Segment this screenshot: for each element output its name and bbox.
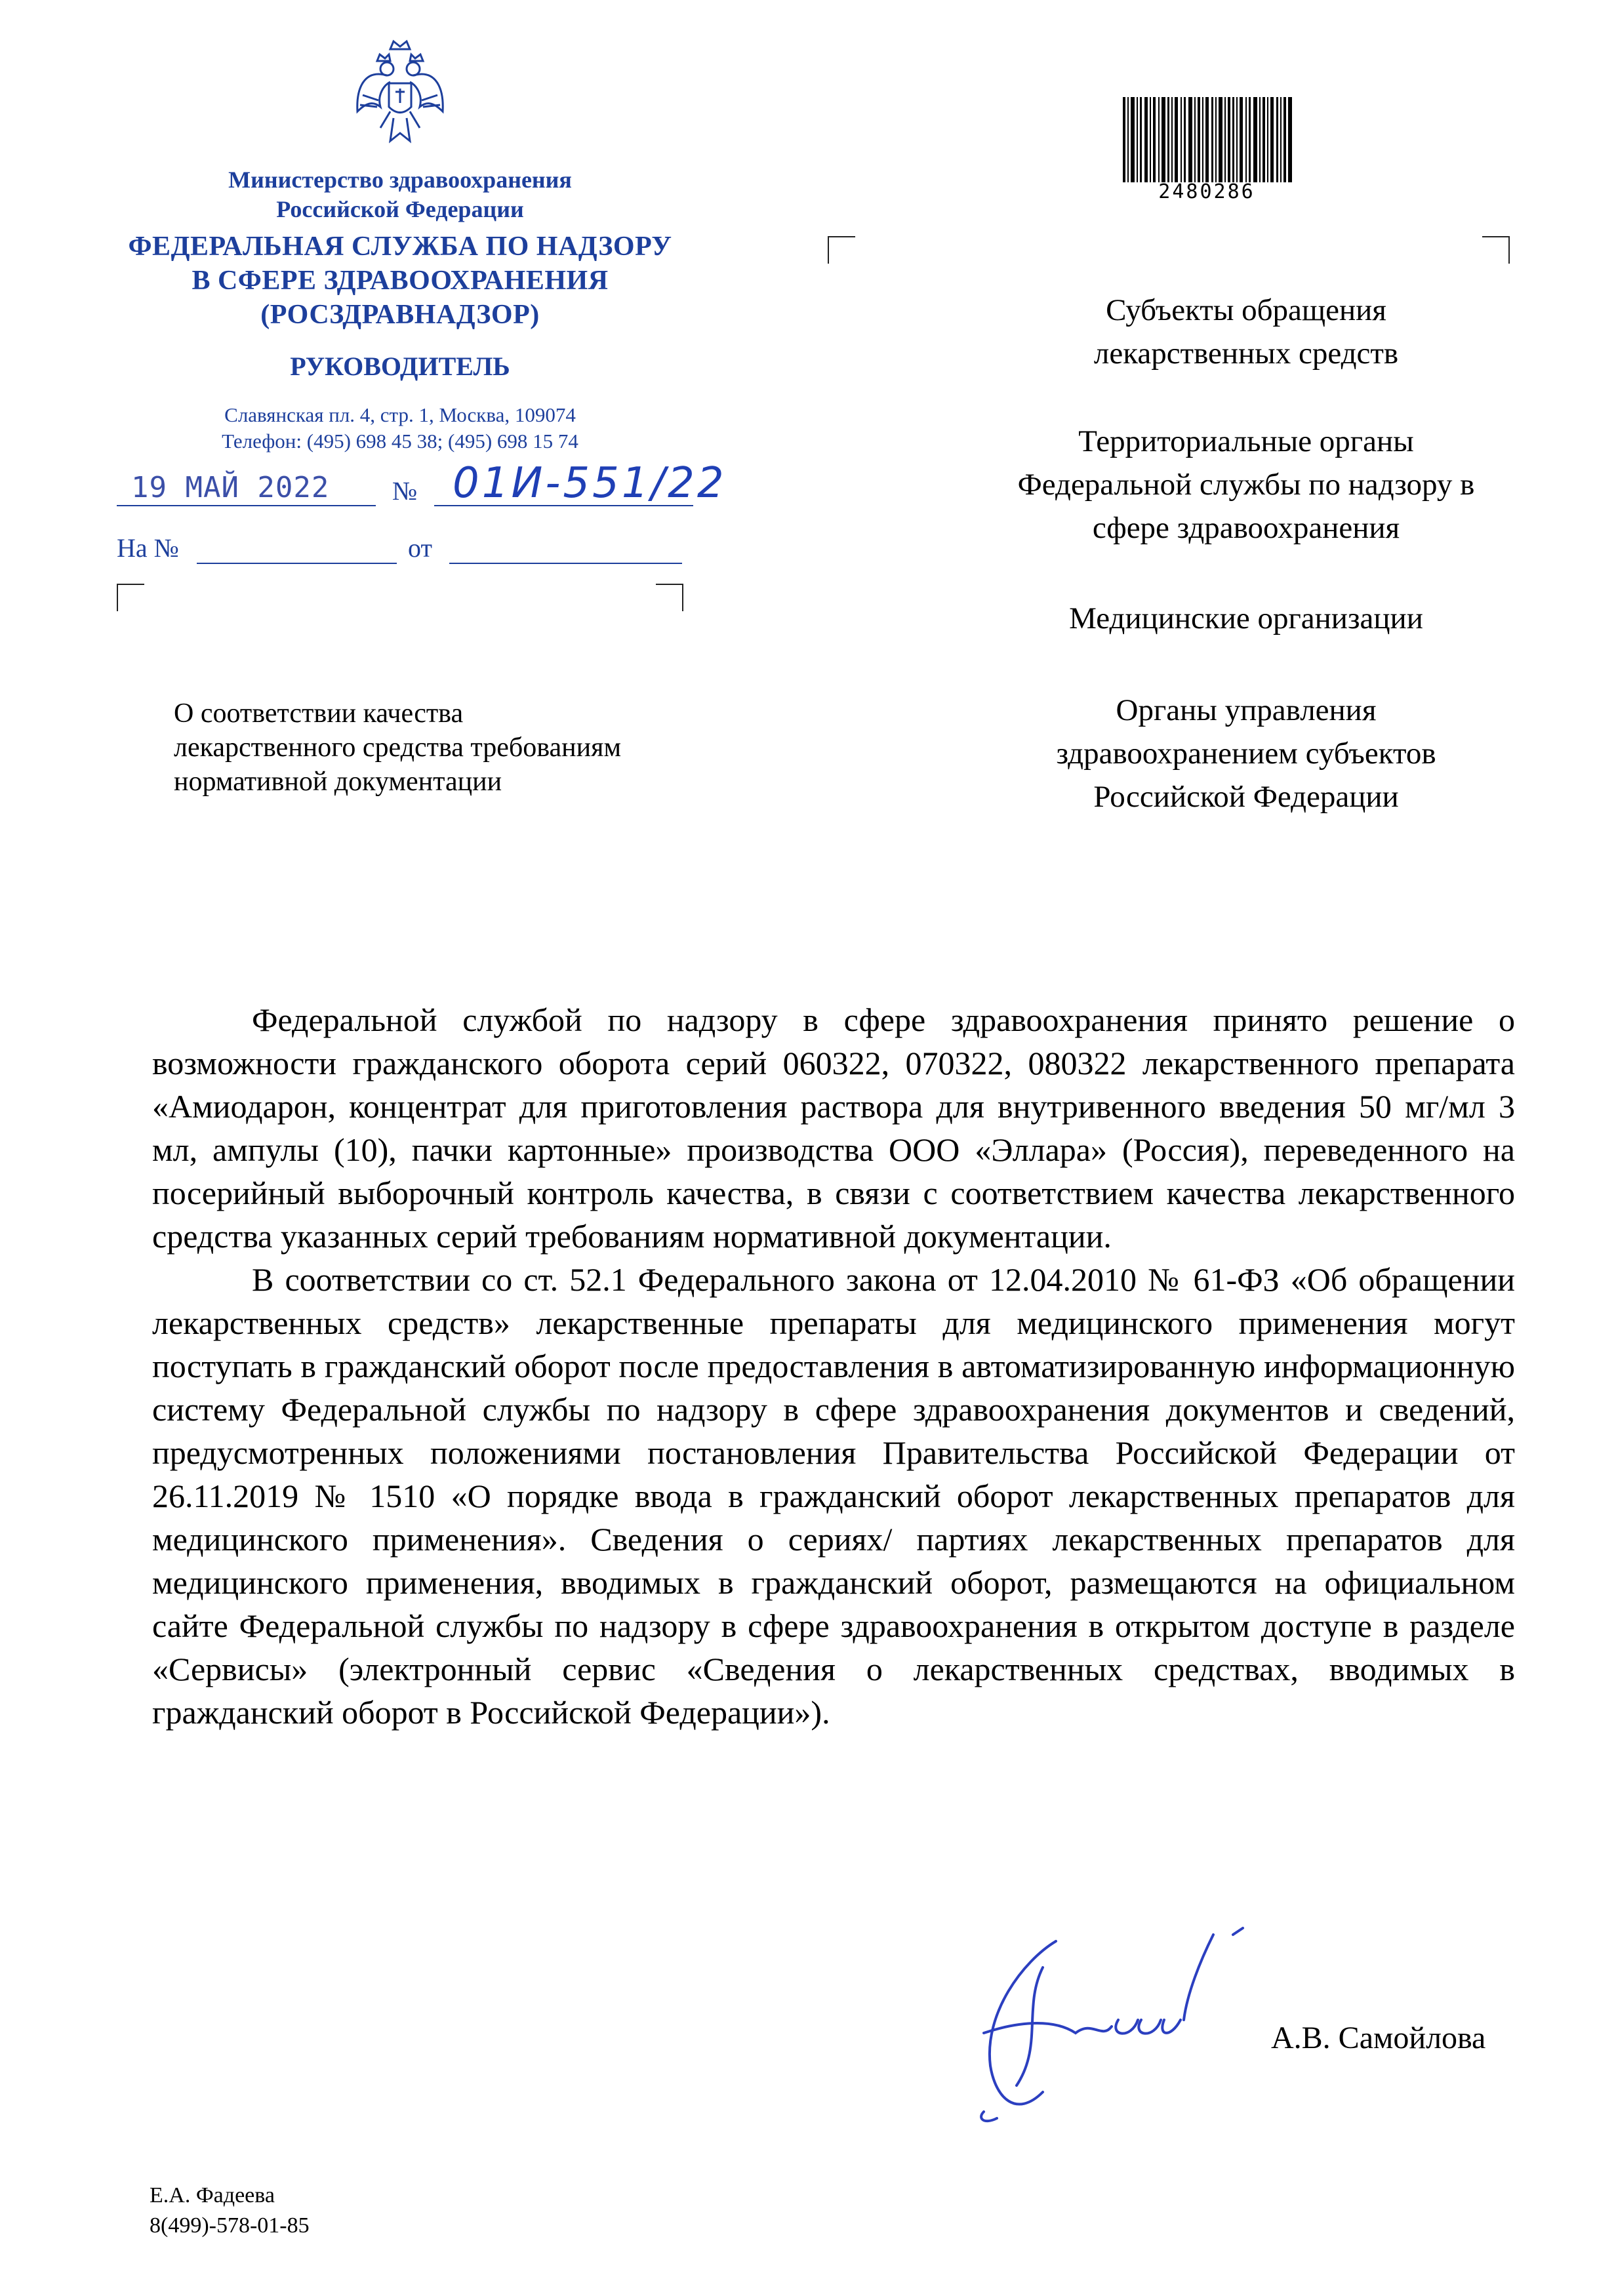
addressee-3 <box>918 597 1574 640</box>
reply-number-line <box>197 563 397 564</box>
addressee-2-line-2: Федеральной службы по надзору в <box>1017 468 1475 502</box>
document-barcode <box>1123 97 1292 182</box>
addressee-4 <box>918 689 1574 818</box>
signer-name: А.В. Самойлова <box>1271 2021 1486 2055</box>
number-label: № <box>392 476 418 506</box>
ministry-line-2: Российской Федерации <box>276 196 524 222</box>
reply-number-label: На № <box>117 533 179 563</box>
executor-phone: 8(499)-578-01-85 <box>150 2213 310 2238</box>
letter-body <box>152 998 1515 1734</box>
service-name <box>105 230 695 332</box>
addressee-2-line-1: Территориальные органы <box>1078 424 1414 458</box>
reply-date-line <box>449 563 682 564</box>
subject-block <box>174 696 764 799</box>
addressee-4-line-2: здравоохранением субъектов <box>1056 736 1436 771</box>
addressee-4-line-3: Российской Федерации <box>1093 780 1399 814</box>
service-line-3: (РОСЗДРАВНАДЗОР) <box>260 300 540 330</box>
service-line-1: ФЕДЕРАЛЬНАЯ СЛУЖБА ПО НАДЗОРУ <box>128 232 672 262</box>
position-title: РУКОВОДИТЕЛЬ <box>290 352 510 381</box>
left-corner-mark <box>117 584 144 611</box>
addressee-1-line-1: Субъекты обращения <box>1106 293 1386 327</box>
body-paragraph-1: Федеральной службой по надзору в сфере здравоохранения принято решение о возможности гражданского оборота серий 060322, 070322, 080322 лекарственного препарата «Амиодарон, концентрат для приготовления раствора для внутривенного введения 50 мг/мл 3 мл, ампулы (10), пачки картонные» производства ООО «Эллара» (Россия), переведенного на посерийный выборочный контроль качества, в связи с соответствием качества лекарственного средства указанных серий требованиям нормативной документации. <box>152 1001 1515 1255</box>
addressee-4-line-1: Органы управления <box>1116 693 1377 727</box>
addressee-3-line-1: Медицинские организации <box>1069 601 1423 635</box>
handwritten-signature <box>944 1922 1299 2131</box>
reply-from-label: от <box>408 533 432 563</box>
outgoing-number-handwritten: 01И-551/22 <box>453 459 727 508</box>
addressee-right-corner-mark <box>1482 236 1510 264</box>
ministry-name <box>118 165 682 224</box>
executor-name: Е.А. Фадеева <box>150 2183 275 2207</box>
addressee-2 <box>918 420 1574 550</box>
address: Славянская пл. 4, стр. 1, Москва, 109074 <box>224 403 576 426</box>
ministry-line-1: Министерство здравоохранения <box>228 167 572 193</box>
coat-of-arms-emblem <box>351 30 449 151</box>
service-line-2: В СФЕРЕ ЗДРАВООХРАНЕНИЯ <box>192 266 609 296</box>
subject-line-3: нормативной документации <box>174 767 502 797</box>
contact-block <box>118 402 682 454</box>
addressee-1-line-2: лекарственных средств <box>1093 336 1399 371</box>
right-corner-mark <box>656 584 683 611</box>
date-stamp: 19 МАЙ 2022 <box>131 471 330 504</box>
phone: Телефон: (495) 698 45 38; (495) 698 15 74 <box>222 430 578 453</box>
date-field-line <box>117 505 376 506</box>
barcode-number: 2480286 <box>1158 180 1255 203</box>
body-paragraph-2: В соответствии со ст. 52.1 Федерального закона от 12.04.2010 № 61-ФЗ «Об обращении лекарственных средств» лекарственные препараты для медицинского применения могут поступать в гражданский оборот после предоставления в автоматизированную информационную систему Федеральной службы по надзору в сфере здравоохранения документов и сведений, предусмотренных положениями постановления Правительства Российской Федерации от 26.11.2019 № 1510 «О порядке ввода в гражданский оборот лекарственных препаратов для медицинского применения». Сведения о сериях/ партиях лекарственных препаратов для медицинского применения, вводимых в гражданский оборот, размещаются на официальном сайте Федеральной службы по надзору в сфере здравоохранения в открытом доступе в разделе «Сервисы» (электронный сервис «Сведения о лекарственных средствах, вводимых в гражданский оборот в Российской Федерации»). <box>152 1261 1515 1731</box>
addressee-1 <box>918 289 1574 375</box>
executor-block <box>150 2181 310 2241</box>
subject-line-2: лекарственного средства требованиям <box>174 733 622 763</box>
subject-line-1: О соответствии качества <box>174 698 464 729</box>
addressee-2-line-3: сфере здравоохранения <box>1092 511 1400 545</box>
addressee-left-corner-mark <box>828 236 855 264</box>
